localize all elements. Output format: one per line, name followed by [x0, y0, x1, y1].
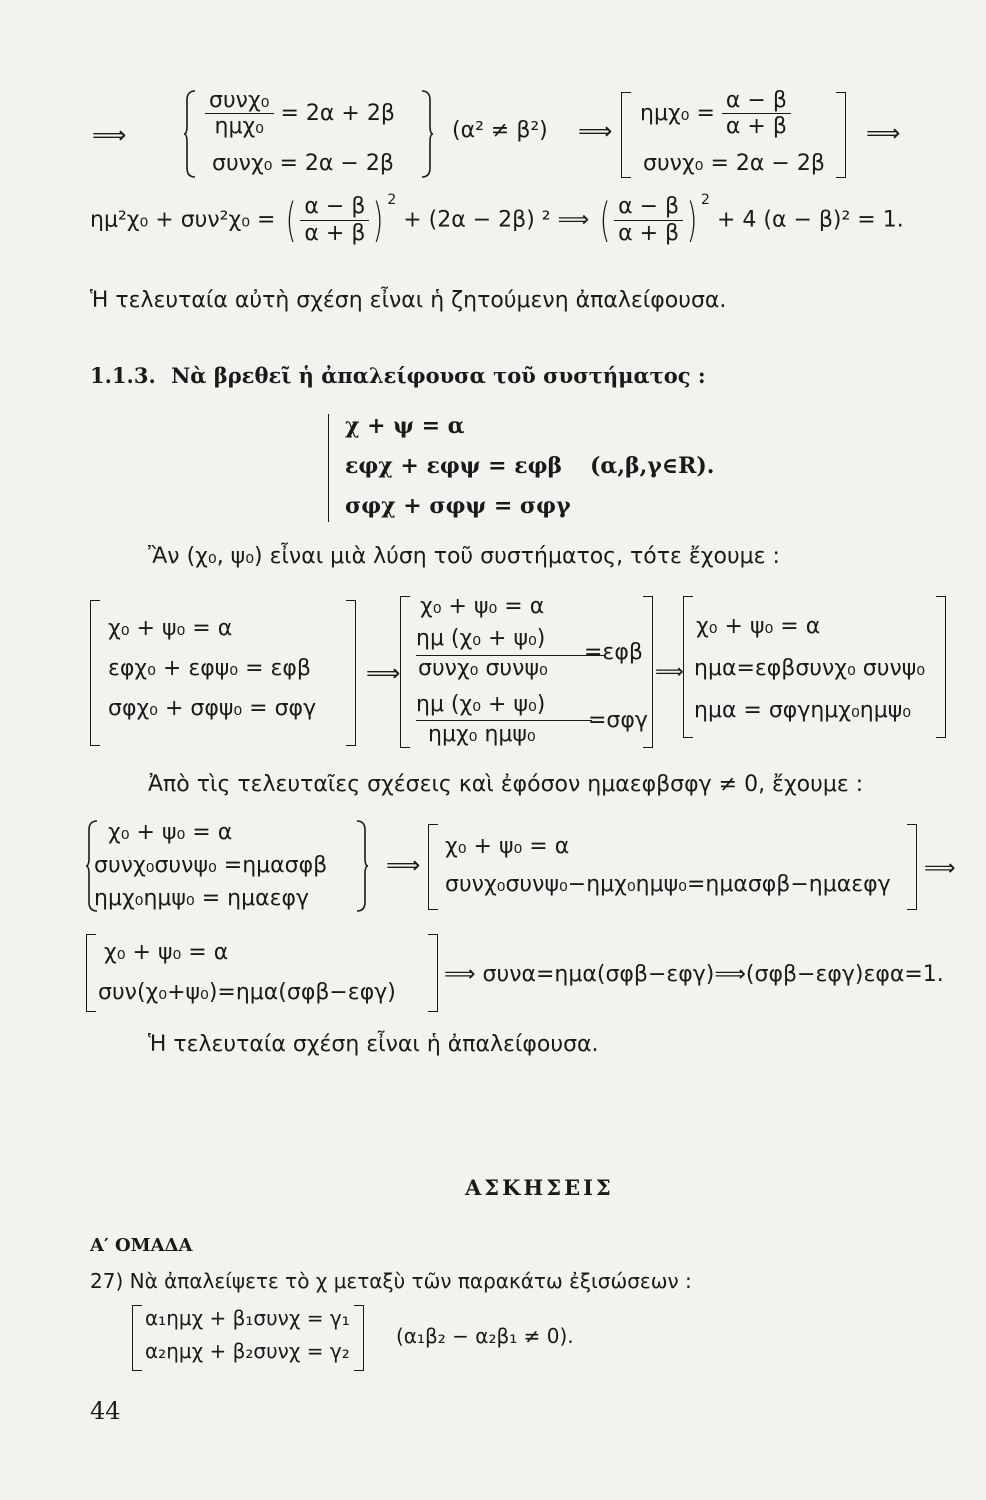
- solution-intro: Ἂν (χ₀, ψ₀) εἶναι μιὰ λύση τοῦ συστήματος, τότε ἔχουμε :: [148, 544, 780, 569]
- left-bracket: [132, 1305, 142, 1371]
- result-2: συνχ₀ = 2α − 2β: [643, 151, 825, 176]
- right-bracket: [836, 92, 846, 178]
- fraction-denominator: α + β: [304, 220, 366, 246]
- exercise-27-text: 27) Νὰ ἀπαλείψετε τὸ χ μεταξὺ τῶν παρακάτω ἐξισώσεων :: [90, 1269, 692, 1293]
- implies-arrow: ⟹: [655, 659, 684, 683]
- section-number: 1.1.3.: [90, 363, 156, 388]
- exercises-title: ΑΣΚΗΣΕΙΣ: [465, 1175, 614, 1200]
- section-title: Νὰ βρεθεῖ ἡ ἀπαλείφουσα τοῦ συστήματος :: [171, 363, 706, 388]
- middle-numerator-1: ημ (χ₀ + ψ₀): [416, 626, 546, 651]
- implies-arrow: ⟹: [866, 119, 901, 147]
- left-bracket: [400, 596, 410, 748]
- fraction-denominator: α + β: [618, 220, 680, 246]
- identity-equation: ημ²χ₀ + συν²χ₀ = ( $\frac{\alpha - \beta}{\alpha + \beta}$ ) $^2$ + (2α − 2β) ² ⟹ ( $\frac{\alpha - \beta}{\alpha + \beta}$ ) $^2$ + 4 (α − β)² = 1.: [90, 192, 904, 247]
- right-brace: [421, 90, 433, 178]
- exercise-equation-2: α₂ημχ + β₂συνχ = γ₂: [145, 1339, 350, 1363]
- system-equation-1: χ + ψ = α: [345, 413, 465, 439]
- group-heading: Α′ ΟΜΑΔΑ: [90, 1235, 193, 1256]
- condition: (α² ≠ β²): [452, 118, 548, 143]
- middle-rhs-2: =σφγ: [588, 708, 648, 733]
- left-equation-3: ημχ₀ημψ₀ = ημαεφγ: [94, 886, 310, 911]
- fraction-denominator: α + β: [725, 114, 787, 140]
- fraction-numerator: α − β: [300, 194, 369, 220]
- implies-arrow: ⟹: [386, 851, 421, 879]
- right-equation-3: ημα = σφγημχ₀ημψ₀: [694, 698, 912, 723]
- right-bracket: [643, 596, 653, 748]
- fraction-numerator: α − β: [722, 88, 791, 114]
- left-brace: [184, 90, 196, 178]
- middle-denominator-1: συνχ₀ συνψ₀: [418, 656, 548, 681]
- fraction-denominator: ημχ₀: [214, 114, 264, 140]
- left-equation-2: συνχ₀συνψ₀ =ημασφβ: [94, 853, 328, 878]
- left-equation-1: χ₀ + ψ₀ = α: [108, 820, 233, 845]
- right-brace: [356, 820, 368, 912]
- identity-middle: + (2α − 2β) ² ⟹: [403, 207, 590, 233]
- equation-1: [205, 88, 395, 140]
- conclusion-intro: Ἀπὸ τὶς τελευταῖες σχέσεις καὶ ἐφόσον ημαεφβσφγ ≠ 0, ἔχουμε :: [148, 772, 864, 797]
- identity-lhs: ημ²χ₀ + συν²χ₀ =: [90, 207, 276, 233]
- result-1: [640, 88, 791, 140]
- note-final: Ἡ τελευταία σχέση εἶναι ἡ ἀπαλείφουσα.: [148, 1032, 599, 1057]
- implies-arrow: ⟹: [924, 856, 956, 881]
- exercise-condition: (α₁β₂ − α₂β₁ ≠ 0).: [396, 1324, 574, 1348]
- left-equation-1: χ₀ + ψ₀ = α: [108, 616, 233, 641]
- left-bracket: [86, 934, 96, 1012]
- right-bracket: [936, 596, 946, 738]
- fraction-numerator: α − β: [614, 194, 683, 220]
- right-equation-2: συνχ₀συνψ₀−ημχ₀ημψ₀=ημασφβ−ημαεφγ: [445, 872, 891, 897]
- exponent: 2: [387, 192, 397, 208]
- right-equation-2: ημα=εφβσυνχ₀ συνψ₀: [694, 656, 926, 681]
- left-equation-1: χ₀ + ψ₀ = α: [104, 940, 229, 965]
- system-brace: [328, 414, 329, 522]
- right-equation-1: χ₀ + ψ₀ = α: [696, 614, 821, 639]
- result-lhs: ημχ₀ =: [640, 101, 715, 127]
- middle-denominator-2: ημχ₀ ημψ₀: [428, 722, 536, 747]
- page-number: 44: [90, 1397, 121, 1425]
- system-equation-3: σφχ + σφψ = σφγ: [345, 493, 571, 519]
- note-result: Ἡ τελευταία αὐτὴ σχέση εἶναι ἡ ζητούμενη ἀπαλείφουσα.: [90, 288, 727, 313]
- left-equation-3: σφχ₀ + σφψ₀ = σφγ: [108, 696, 317, 721]
- implies-arrow: ⟹: [92, 121, 127, 149]
- middle-equation-1: χ₀ + ψ₀ = α: [420, 594, 545, 619]
- system-equation-2: εφχ + εφψ = εφβ: [345, 453, 563, 479]
- left-bracket: [90, 600, 100, 746]
- right-bracket: [428, 934, 438, 1012]
- right-bracket: [907, 824, 917, 910]
- final-result: ⟹ συνα=ημα(σφβ−εφγ)⟹(σφβ−εφγ)εφα=1.: [444, 962, 944, 987]
- exponent: 2: [701, 192, 710, 208]
- section-heading: [90, 364, 706, 388]
- equation-rhs: = 2α + 2β: [280, 100, 395, 126]
- right-bracket: [346, 600, 356, 746]
- identity-end: + 4 (α − β)² = 1.: [716, 207, 904, 233]
- left-bracket: [683, 596, 693, 738]
- equation-2: συνχ₀ = 2α − 2β: [212, 151, 394, 176]
- middle-numerator-2: ημ (χ₀ + ψ₀): [416, 692, 546, 717]
- exercise-equation-1: α₁ημχ + β₁συνχ = γ₁: [145, 1306, 350, 1330]
- system-domain: (α,β,γ∈R).: [590, 453, 715, 479]
- implies-arrow: ⟹: [366, 659, 401, 687]
- middle-rhs-1: =εφβ: [584, 640, 643, 665]
- fraction-numerator: συνχ₀: [205, 88, 274, 114]
- right-equation-1: χ₀ + ψ₀ = α: [445, 834, 570, 859]
- right-bracket: [354, 1305, 364, 1371]
- left-equation-2: εφχ₀ + εφψ₀ = εφβ: [108, 656, 311, 681]
- left-bracket: [621, 92, 631, 178]
- left-equation-2: συν(χ₀+ψ₀)=ημα(σφβ−εφγ): [98, 980, 396, 1005]
- fraction-bar: [416, 720, 592, 721]
- left-bracket: [428, 824, 438, 910]
- implies-arrow: ⟹: [578, 117, 613, 145]
